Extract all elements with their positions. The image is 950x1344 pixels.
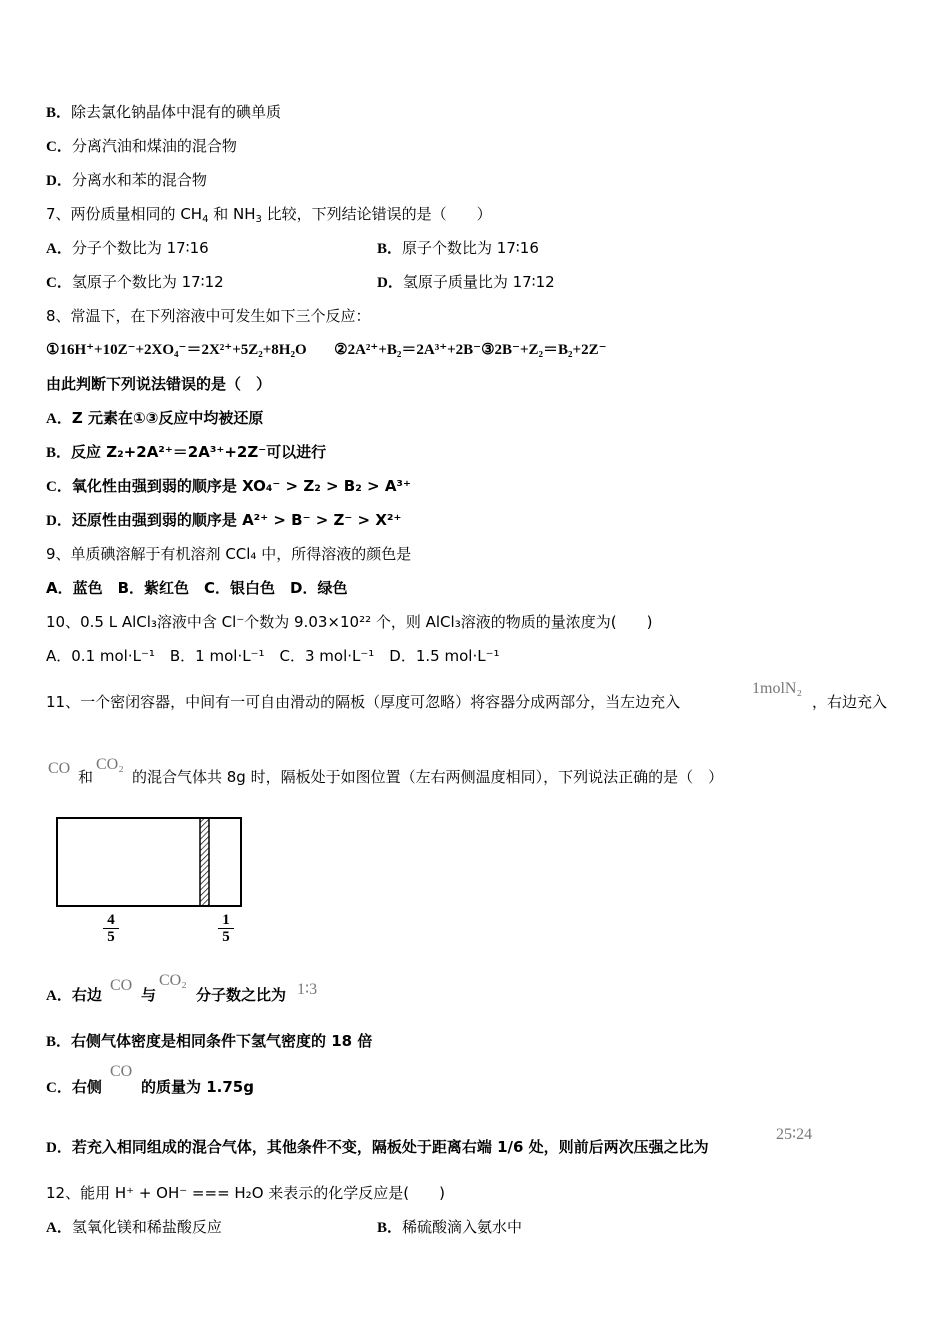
q11-option-b: B．右侧气体密度是相同条件下氢气密度的 18 倍 <box>46 1032 373 1050</box>
q11-and: 和 <box>78 768 94 786</box>
q11-stem-line2: 的混合气体共 8g 时，隔板处于如图位置（左右两侧温度相同），下列说法正确的是（ ） <box>132 768 724 786</box>
q11-c-co: CO <box>110 1063 133 1080</box>
q6-option-c: C．分离汽油和煤油的混合物 <box>46 137 237 155</box>
q7-option-c: C．氢原子个数比为 17∶12 <box>46 273 224 291</box>
q7-option-b: B．原子个数比为 17∶16 <box>377 239 539 257</box>
fraction-right: 1 5 <box>218 912 234 945</box>
q12-stem: 12、能用 H⁺ + OH⁻ === H₂O 来表示的化学反应是( ) <box>46 1184 445 1202</box>
partition-plate <box>200 818 209 906</box>
q8-stem: 8、常温下，在下列溶液中可发生如下三个反应： <box>46 307 371 325</box>
q7-option-a: A．分子个数比为 17∶16 <box>46 239 209 257</box>
q9-options: A．蓝色 B．紫红色 C．银白色 D．绿色 <box>46 579 348 597</box>
q8-reaction-1: ①16H⁺+10Z⁻+2XO₄⁻＝2X²⁺+5Z₂+8H₂O <box>46 342 307 358</box>
q11-option-d: D．若充入相同组成的混合气体，其他条件不变，隔板处于距离右端 1/6 处，则前后两次压强之比为 <box>46 1138 709 1156</box>
q8-reaction-2-3: ②2A²⁺+B₂＝2A³⁺+2B⁻③2B⁻+Z₂＝B₂+2Z⁻ <box>334 342 607 358</box>
q11-formula-co2: CO₂ <box>96 756 124 773</box>
q8-reactions <box>46 340 607 360</box>
q7-option-d: D．氢原子质量比为 17∶12 <box>377 273 555 291</box>
q10-options: A．0.1 mol·L⁻¹ B．1 mol·L⁻¹ C．3 mol·L⁻¹ D．1.5 mol·L⁻¹ <box>46 647 500 665</box>
fraction-left: 4 5 <box>103 912 119 945</box>
q11-a-co2: CO₂ <box>159 972 187 989</box>
q9-stem: 9、单质碘溶解于有机溶剂 CCl₄ 中，所得溶液的颜色是 <box>46 545 412 563</box>
container-outline <box>57 818 241 906</box>
q6-option-d: D．分离水和苯的混合物 <box>46 171 207 189</box>
q6-option-b: B．除去氯化钠晶体中混有的碘单质 <box>46 103 282 121</box>
q11-stem-line1: 11、一个密闭容器，中间有一可自由滑动的隔板（厚度可忽略）将容器分成两部分，当左边充入 <box>46 693 681 711</box>
q12-option-a: A．氢氧化镁和稀盐酸反应 <box>46 1218 222 1236</box>
q11-formula-co: CO <box>48 760 71 777</box>
q8-ask: 由此判断下列说法错误的是（ ） <box>46 375 272 393</box>
q8-option-a: A．Z 元素在①③反应中均被还原 <box>46 409 264 427</box>
q12-option-b: B．稀硫酸滴入氨水中 <box>377 1218 523 1236</box>
q8-option-b: B．反应 Z₂+2A²⁺＝2A³⁺+2Z⁻可以进行 <box>46 443 327 461</box>
q11-c-text: 的质量为 1.75g <box>141 1078 254 1096</box>
q10-stem: 10、0.5 L AlCl₃溶液中含 Cl⁻个数为 9.03×10²² 个，则 AlCl₃溶液的物质的量浓度为( ) <box>46 613 653 631</box>
q11-option-a: A．右边 <box>46 986 102 1004</box>
q11-d-ratio: 25∶24 <box>776 1126 813 1143</box>
q11-option-c: C．右侧 <box>46 1078 102 1096</box>
q8-option-d: D．还原性由强到弱的顺序是 A²⁺ > B⁻ > Z⁻ > X²⁺ <box>46 511 402 529</box>
q11-stem-line1-end: ，右边充入 <box>812 693 888 711</box>
q11-a-with: 与 <box>141 986 157 1004</box>
q11-a-co: CO <box>110 977 133 994</box>
q7-stem: 7、两份质量相同的 $CH_4$ 和 $NH_3$ 比较，下列结论错误的是（ ） <box>46 205 492 225</box>
q8-option-c: C．氧化性由强到弱的顺序是 XO₄⁻ > Z₂ > B₂ > A³⁺ <box>46 477 411 495</box>
q11-a-text: 分子数之比为 <box>196 986 287 1004</box>
q11-formula-n2: 1molN₂ <box>752 680 803 697</box>
q11-a-ratio: 1∶3 <box>297 981 318 998</box>
